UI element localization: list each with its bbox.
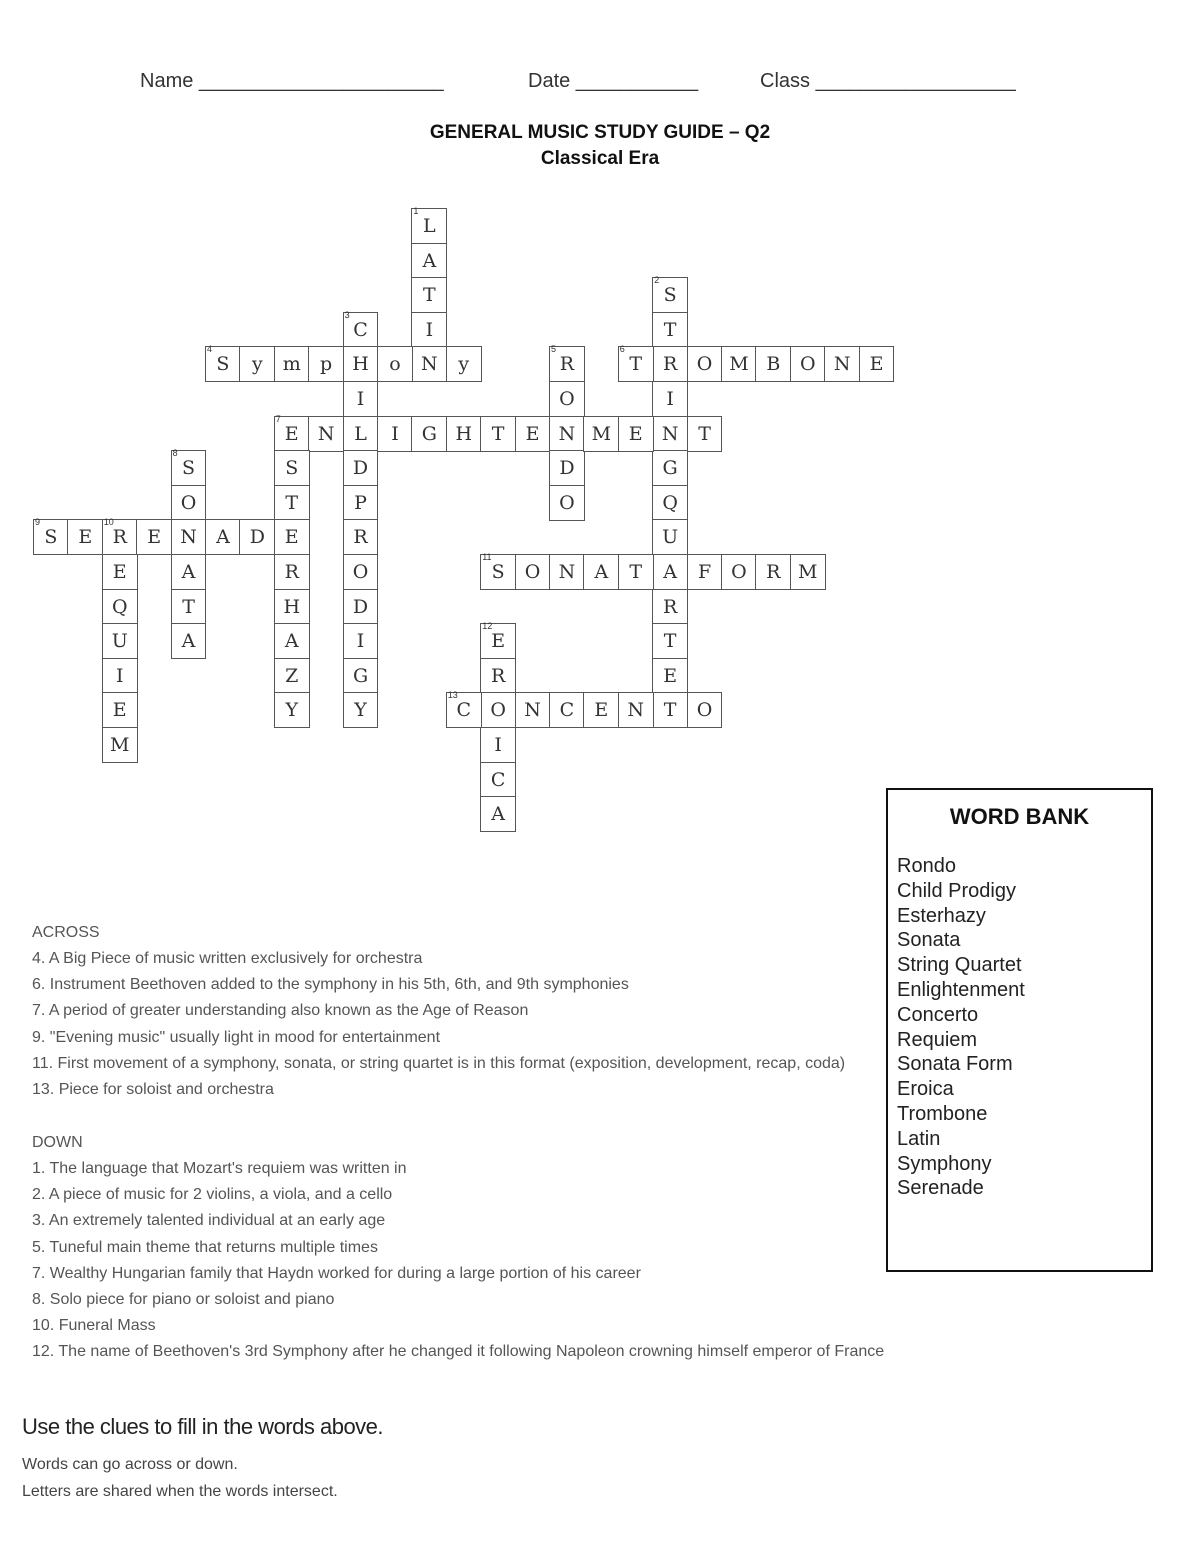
clue-number: 2 — [654, 275, 660, 286]
crossword-cell[interactable] — [343, 519, 379, 555]
cell-letter: U — [111, 630, 128, 653]
cell-letter: T — [629, 353, 643, 376]
word-bank-item: Sonata Form — [897, 1053, 1013, 1076]
crossword-cell[interactable] — [102, 623, 138, 659]
cell-letter: N — [558, 561, 576, 584]
clue-number: 13 — [447, 690, 458, 701]
cell-letter: A — [181, 630, 196, 653]
crossword-cell[interactable] — [480, 727, 516, 763]
crossword-cell[interactable] — [411, 208, 447, 244]
cell-letter: G — [421, 422, 437, 445]
crossword-cell[interactable] — [652, 519, 688, 555]
instructions-title: Use the clues to fill in the words above. — [22, 1414, 384, 1439]
crossword-cell[interactable] — [239, 346, 275, 382]
cell-letter: N — [661, 422, 679, 445]
crossword-cell[interactable] — [583, 692, 619, 728]
cell-letter: A — [594, 561, 609, 584]
down-clue: 1. The language that Mozart's requiem was written in — [32, 1160, 407, 1177]
cell-letter: N — [627, 699, 645, 722]
cell-letter: R — [662, 353, 678, 376]
crossword-cell[interactable] — [343, 346, 379, 382]
across-heading: ACROSS — [32, 924, 100, 941]
clue-number: 4 — [207, 344, 213, 355]
crossword-cell[interactable] — [343, 658, 379, 694]
cell-letter: C — [353, 318, 368, 341]
cell-letter: E — [112, 699, 127, 722]
cell-letter: B — [766, 353, 781, 376]
cell-letter: T — [422, 284, 436, 307]
word-bank-item: Child Prodigy — [897, 879, 1016, 902]
crossword-cell[interactable] — [171, 519, 207, 555]
cell-letter: o — [389, 353, 401, 376]
cell-letter: E — [78, 526, 93, 549]
cell-letter: H — [455, 422, 473, 445]
cell-letter: O — [559, 491, 575, 514]
across-clue: 9. "Evening music" usually light in mood for entertainment — [32, 1028, 441, 1046]
crossword-cell[interactable] — [755, 346, 791, 382]
cell-letter: O — [352, 561, 369, 584]
crossword-cell[interactable] — [515, 416, 551, 452]
crossword-cell[interactable] — [652, 554, 688, 590]
clue-number: 3 — [344, 309, 350, 320]
date-field[interactable]: Date ___________ — [528, 70, 699, 92]
cell-letter: T — [663, 630, 677, 653]
cell-letter: T — [285, 491, 299, 514]
cell-letter: p — [320, 353, 333, 376]
cell-letter: T — [182, 595, 195, 618]
crossword-cell[interactable] — [652, 277, 688, 313]
cell-letter: m — [282, 353, 301, 376]
cell-letter: S — [216, 353, 230, 376]
cell-letter: L — [354, 422, 367, 445]
crossword-cell[interactable] — [274, 413, 310, 452]
crossword-cell[interactable] — [343, 309, 379, 348]
cell-letter: A — [181, 561, 196, 584]
crossword-cell[interactable] — [687, 554, 723, 590]
cell-letter: F — [697, 561, 712, 584]
crossword-cell[interactable] — [411, 312, 447, 348]
cell-letter: Z — [285, 664, 299, 687]
crossword-cell[interactable] — [790, 554, 826, 590]
down-clue: 5. Tuneful main theme that returns multiple times — [32, 1238, 378, 1256]
crossword-cell[interactable] — [343, 450, 379, 486]
title-line-2: Classical Era — [540, 148, 660, 169]
instructions-line-2: Letters are shared when the words intersect. — [22, 1483, 338, 1500]
cell-letter: O — [696, 699, 713, 722]
crossword-cell[interactable] — [480, 623, 516, 659]
down-clues — [32, 1130, 884, 1366]
cell-letter: O — [490, 699, 506, 722]
cell-letter: y — [458, 353, 470, 376]
cell-letter: A — [216, 526, 230, 549]
cell-letter: E — [594, 699, 609, 722]
crossword-cell[interactable] — [687, 692, 723, 728]
crossword-cell[interactable] — [480, 658, 516, 694]
cell-letter: E — [525, 422, 540, 445]
word-bank-list — [897, 854, 1151, 1201]
crossword-cell[interactable] — [411, 346, 447, 382]
clue-number: 5 — [551, 344, 557, 355]
word-bank-item: Trombone — [897, 1102, 988, 1125]
cell-letter: S — [182, 457, 196, 480]
cell-letter: E — [284, 422, 299, 445]
cell-letter: H — [283, 595, 301, 618]
crossword-cell[interactable] — [343, 554, 379, 590]
cell-letter: R — [353, 526, 368, 549]
cell-letter: D — [559, 457, 575, 480]
crossword-cell[interactable] — [102, 519, 138, 555]
crossword-cell[interactable] — [687, 346, 723, 382]
cell-letter: A — [284, 630, 299, 653]
clue-number: 12 — [482, 621, 493, 632]
clue-number: 9 — [35, 517, 41, 528]
cell-letter: I — [115, 664, 124, 687]
word-bank-item: Rondo — [897, 855, 956, 877]
cell-letter: I — [494, 734, 502, 757]
cell-letter: U — [662, 526, 679, 549]
clue-number: 11 — [482, 552, 492, 562]
crossword-cell[interactable] — [274, 519, 310, 555]
crossword-cell[interactable] — [549, 450, 585, 486]
cell-letter: E — [112, 561, 127, 584]
cell-letter: O — [799, 353, 816, 376]
cell-letter: C — [456, 699, 472, 722]
crossword-cell[interactable] — [687, 416, 723, 452]
cell-letter: E — [869, 353, 884, 376]
cell-letter: I — [391, 422, 399, 445]
crossword-cell[interactable] — [171, 589, 207, 625]
crossword-cell[interactable] — [343, 589, 379, 625]
cell-letter: y — [251, 353, 263, 376]
crossword-cell[interactable] — [480, 416, 516, 452]
cell-letter: I — [425, 318, 434, 341]
cell-letter: G — [352, 664, 369, 687]
name-field[interactable]: Name ______________________ — [140, 70, 444, 92]
cell-letter: M — [591, 422, 612, 445]
cell-letter: T — [663, 699, 677, 722]
cell-letter: C — [559, 699, 575, 722]
crossword-cell[interactable] — [308, 346, 344, 382]
title-line-1: GENERAL MUSIC STUDY GUIDE – Q2 — [429, 122, 771, 143]
cell-letter: L — [423, 215, 436, 238]
crossword-cell[interactable] — [618, 416, 654, 452]
crossword-cell[interactable] — [239, 519, 275, 555]
crossword-cell[interactable] — [377, 346, 413, 382]
cell-letter: T — [663, 318, 677, 341]
crossword-cell[interactable] — [274, 346, 310, 382]
crossword-cell[interactable] — [618, 346, 654, 382]
crossword-cell[interactable] — [859, 346, 895, 382]
crossword-cell[interactable] — [721, 554, 757, 590]
crossword-cell[interactable] — [343, 623, 379, 659]
word-bank-item: Serenade — [897, 1177, 984, 1200]
crossword-cell[interactable] — [411, 243, 447, 279]
cell-letter: G — [662, 457, 678, 480]
clue-number: 8 — [172, 448, 178, 459]
crossword-cell[interactable] — [343, 381, 379, 417]
crossword-cell[interactable] — [377, 416, 413, 452]
crossword-cell[interactable] — [549, 416, 585, 452]
word-bank-item: Enlightenment — [897, 978, 1025, 1001]
cell-letter: N — [558, 422, 576, 445]
word-bank-item: String Quartet — [897, 954, 1022, 977]
crossword-cell[interactable] — [274, 623, 310, 659]
across-clues — [32, 920, 845, 1103]
word-bank-title: WORD BANK — [949, 804, 1090, 829]
cell-letter: D — [352, 457, 369, 480]
word-bank — [886, 788, 1153, 1272]
crossword-cell[interactable] — [790, 346, 826, 382]
clue-number: 6 — [619, 344, 625, 355]
crossword-cell[interactable] — [480, 554, 516, 590]
crossword-cell[interactable] — [102, 692, 138, 728]
word-bank-item: Sonata — [897, 929, 961, 952]
crossword-cell[interactable] — [652, 589, 688, 625]
cell-letter: T — [629, 561, 643, 584]
cell-letter: P — [354, 491, 367, 514]
crossword-cell[interactable] — [102, 658, 138, 694]
crossword-cell[interactable] — [515, 692, 551, 728]
crossword-cell[interactable] — [102, 727, 138, 763]
crossword-cell[interactable] — [343, 692, 379, 728]
crossword-cell[interactable] — [274, 589, 310, 625]
cell-letter: N — [180, 526, 197, 549]
cell-letter: E — [663, 664, 678, 687]
crossword-cell[interactable] — [171, 623, 207, 659]
cell-letter: M — [798, 561, 818, 584]
cell-letter: A — [422, 249, 437, 272]
crossword-cell[interactable] — [446, 416, 482, 452]
clue-number: 7 — [275, 413, 281, 424]
cell-letter: I — [356, 630, 365, 653]
across-clue: 11. First movement of a symphony, sonata, or string quartet is in this format (exposition, development, recap, coda) — [32, 1054, 846, 1072]
cell-letter: E — [628, 422, 643, 445]
crossword-cell[interactable] — [549, 692, 585, 728]
down-clue: 7. Wealthy Hungarian family that Haydn worked for during a large portion of his career — [32, 1264, 641, 1282]
crossword-cell[interactable] — [411, 277, 447, 313]
cell-letter: O — [524, 561, 541, 584]
down-heading: DOWN — [32, 1134, 83, 1151]
down-clue: 10. Funeral Mass — [32, 1317, 156, 1335]
cell-letter: O — [559, 388, 575, 411]
crossword-cell[interactable] — [480, 762, 516, 798]
crossword-cell[interactable] — [549, 485, 585, 521]
cell-letter: E — [491, 630, 506, 653]
clue-number: 1 — [413, 206, 419, 216]
down-clue: 3. An extremely talented individual at an early age — [32, 1212, 386, 1230]
crossword-cell[interactable] — [446, 692, 482, 728]
crossword-cell[interactable] — [411, 416, 447, 452]
cell-letter: R — [662, 595, 678, 618]
crossword-cell[interactable] — [480, 796, 516, 832]
down-clue: 12. The name of Beethoven's 3rd Symphony after he changed it following Napoleon crowning himself emperor of France — [32, 1343, 885, 1361]
cell-letter: Q — [111, 595, 128, 618]
across-clue: 6. Instrument Beethoven added to the symphony in his 5th, 6th, and 9th symphonies — [32, 976, 629, 994]
crossword-cell[interactable] — [549, 346, 585, 382]
down-clue: 8. Solo piece for piano or soloist and piano — [32, 1290, 335, 1308]
cell-letter: N — [421, 353, 438, 376]
instructions-line-1: Words can go across or down. — [22, 1456, 238, 1473]
crossword-cell[interactable] — [205, 346, 241, 382]
crossword-cell[interactable] — [652, 346, 688, 382]
crossword-cell[interactable] — [652, 381, 688, 417]
cell-letter: N — [317, 422, 335, 445]
crossword-cell[interactable] — [652, 658, 688, 694]
crossword-cell[interactable] — [343, 416, 379, 452]
cell-letter: C — [490, 768, 506, 791]
cell-letter: I — [356, 388, 365, 411]
crossword-cell[interactable] — [549, 554, 585, 590]
cell-letter: Q — [662, 491, 678, 514]
cell-letter: N — [833, 353, 851, 376]
cell-letter: O — [696, 353, 713, 376]
crossword-cell[interactable] — [549, 381, 585, 417]
crossword-cell[interactable] — [446, 346, 482, 382]
class-field[interactable]: Class __________________ — [760, 70, 1016, 92]
crossword-cell[interactable] — [721, 346, 757, 382]
cell-letter: S — [285, 457, 299, 480]
crossword-cell[interactable] — [33, 519, 69, 555]
cell-letter: Y — [285, 699, 299, 722]
crossword-cell[interactable] — [274, 554, 310, 590]
crossword-cell[interactable] — [136, 519, 172, 555]
crossword-cell[interactable] — [171, 554, 207, 590]
word-bank-item: Esterhazy — [897, 904, 986, 927]
across-clue: 7. A period of greater understanding also known as the Age of Reason — [32, 1002, 529, 1020]
across-clue: 4. A Big Piece of music written exclusively for orchestra — [32, 950, 423, 967]
crossword-cell[interactable] — [583, 416, 619, 452]
cell-letter: E — [284, 526, 299, 549]
cell-letter: M — [729, 353, 749, 376]
crossword-cell[interactable] — [480, 692, 516, 728]
crossword-cell[interactable] — [67, 519, 103, 555]
crossword-cell[interactable] — [652, 692, 688, 728]
crossword-cell[interactable] — [515, 554, 551, 590]
word-bank-item: Requiem — [897, 1028, 978, 1051]
crossword-cell[interactable] — [343, 485, 379, 521]
crossword-cell[interactable] — [652, 450, 688, 486]
clue-number: 10 — [103, 517, 114, 528]
cell-letter: D — [352, 595, 369, 618]
crossword-cell[interactable] — [618, 554, 654, 590]
cell-letter: S — [663, 284, 677, 307]
cell-letter: M — [110, 734, 130, 757]
crossword-cell[interactable] — [205, 519, 241, 555]
word-bank-item: Latin — [897, 1127, 941, 1150]
cell-letter: E — [147, 526, 162, 549]
crossword-cell[interactable] — [171, 450, 207, 486]
word-bank-item: Symphony — [897, 1152, 992, 1175]
cell-letter: H — [352, 353, 369, 376]
crossword-cell[interactable] — [308, 416, 344, 452]
word-bank-item: Concerto — [897, 1003, 979, 1026]
cell-letter: O — [180, 491, 197, 514]
crossword-cell[interactable] — [102, 554, 138, 590]
crossword-cell[interactable] — [274, 692, 310, 728]
cell-letter: R — [112, 526, 127, 549]
crossword-cell[interactable] — [274, 485, 310, 521]
cell-letter: N — [524, 699, 541, 722]
cell-letter: O — [731, 561, 747, 584]
crossword-cell[interactable] — [652, 623, 688, 659]
cell-letter: R — [284, 561, 299, 584]
crossword-cell[interactable] — [755, 554, 791, 590]
cell-letter: A — [663, 561, 677, 584]
cell-letter: S — [44, 526, 58, 549]
crossword-cell[interactable] — [583, 554, 619, 590]
cell-letter: A — [491, 803, 505, 826]
cell-letter: D — [249, 526, 265, 549]
crossword-cell[interactable] — [652, 312, 688, 348]
crossword-cell[interactable] — [652, 416, 688, 452]
cell-letter: R — [559, 353, 575, 376]
across-clue: 13. Piece for soloist and orchestra — [32, 1080, 274, 1098]
crossword-cell[interactable] — [102, 589, 138, 625]
crossword-cell[interactable] — [274, 450, 310, 486]
crossword-cell[interactable] — [618, 692, 654, 728]
word-bank-item: Eroica — [897, 1078, 954, 1101]
crossword-cell[interactable] — [652, 485, 688, 521]
crossword-cell[interactable] — [171, 485, 207, 521]
cell-letter: S — [491, 561, 505, 584]
cell-letter: R — [490, 664, 506, 687]
cell-letter: Y — [354, 699, 367, 722]
cell-letter: T — [491, 422, 505, 445]
cell-letter: R — [766, 561, 781, 584]
crossword-cell[interactable] — [274, 658, 310, 694]
cell-letter: T — [698, 422, 711, 445]
cell-letter: I — [666, 388, 674, 411]
down-clue: 2. A piece of music for 2 violins, a viola, and a cello — [32, 1186, 393, 1204]
crossword-cell[interactable] — [824, 346, 860, 382]
